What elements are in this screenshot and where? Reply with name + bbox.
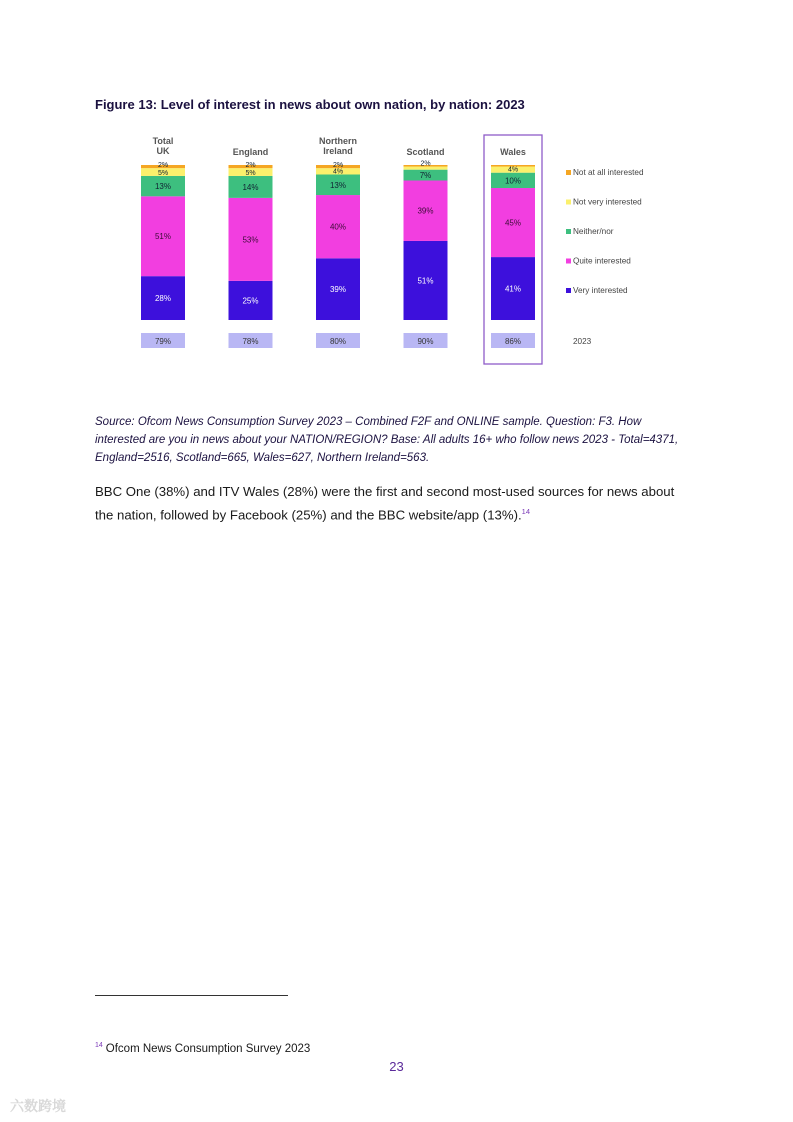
data-label-wales-not-very-interested: 4% <box>507 166 519 174</box>
data-label-total-uk-not-at-all-interested: 2% <box>157 162 169 170</box>
data-label-scotland-quite-interested: 39% <box>417 206 434 216</box>
bar-segment-wales-not-at-all-interested <box>491 165 535 167</box>
stacked-bar-chart <box>0 0 793 380</box>
data-label-northern-ireland-very-interested: 39% <box>329 285 347 295</box>
data-label-total-uk-neither-nor: 13% <box>154 182 172 192</box>
footnote-number: 14 <box>95 1042 103 1049</box>
data-label-wales-neither-nor: 10% <box>504 176 522 186</box>
total-label-total-uk: 79% <box>154 337 172 346</box>
data-label-england-quite-interested: 53% <box>242 235 259 245</box>
totals-row-label: 2023 <box>573 337 592 346</box>
data-label-england-not-very-interested: 5% <box>245 169 256 177</box>
legend-swatch-not-at-all-interested <box>566 170 571 175</box>
footnote-text: Ofcom News Consumption Survey 2023 <box>105 1042 311 1055</box>
data-label-total-uk-very-interested: 28% <box>154 294 172 304</box>
legend-swatch-very-interested <box>566 288 571 293</box>
data-label-total-uk-quite-interested: 51% <box>154 232 172 242</box>
source-note: Source: Ofcom News Consumption Survey 2023 – Combined F2F and ONLINE sample. Question: F3. How interested are you in news about your NATION/REGION? Base: All adults 16+ who follow news 2023 - Total=4371, England=2516, Scotland=665, Wales=627, Northern Ireland=563. <box>95 416 679 464</box>
data-label-northern-ireland-neither-nor: 13% <box>329 180 347 190</box>
data-label-scotland-very-interested: 51% <box>417 276 434 286</box>
legend-label-very-interested: Very interested <box>573 286 628 295</box>
data-label-wales-quite-interested: 45% <box>504 218 522 228</box>
legend-label-neither-nor: Neither/nor <box>573 227 614 236</box>
data-label-england-very-interested: 25% <box>242 296 259 306</box>
category-label-england: England <box>232 147 269 157</box>
legend-label-not-very-interested: Not very interested <box>573 197 642 207</box>
category-label-northern-ireland: Ireland <box>323 146 353 156</box>
footnote-ref[interactable]: 14 <box>521 507 530 516</box>
category-label-wales: Wales <box>500 147 526 157</box>
body-text: BBC One (38%) and ITV Wales (28%) were the first and second most-used sources for news about the nation, followed by Facebook (25%) and the BBC website/app (13%). <box>95 484 675 523</box>
category-label-total-uk: UK <box>156 146 170 156</box>
data-label-scotland-neither-nor: 7% <box>419 171 432 181</box>
data-label-scotland-not-at-all-interested: 2% <box>420 160 431 168</box>
footnote-rule <box>95 995 288 996</box>
figure-title: Figure 13: Level of interest in news about own nation, by nation: 2023 <box>95 97 525 112</box>
category-label-total-uk: Total <box>152 136 174 146</box>
footnote <box>95 1042 310 1055</box>
total-label-england: 78% <box>242 337 259 346</box>
total-label-wales: 86% <box>504 337 522 346</box>
data-label-wales-very-interested: 41% <box>504 284 522 294</box>
data-label-total-uk-not-very-interested: 5% <box>157 169 169 177</box>
page-number: 23 <box>389 1059 404 1074</box>
watermark: 六数跨境 <box>10 1098 66 1114</box>
body-paragraph <box>95 482 695 525</box>
data-label-northern-ireland-not-at-all-interested: 2% <box>332 162 344 170</box>
category-label-northern-ireland: Northern <box>319 136 357 146</box>
category-label-scotland: Scotland <box>406 147 445 157</box>
legend-swatch-neither-nor <box>566 229 571 234</box>
data-label-england-neither-nor: 14% <box>242 182 259 192</box>
legend-label-not-at-all-interested: Not at all interested <box>573 168 644 177</box>
legend-label-quite-interested: Quite interested <box>573 256 631 266</box>
total-label-northern-ireland: 80% <box>329 337 347 346</box>
legend-swatch-quite-interested <box>566 259 571 264</box>
legend-swatch-not-very-interested <box>566 200 571 205</box>
data-label-northern-ireland-not-very-interested: 4% <box>332 168 344 176</box>
data-label-northern-ireland-quite-interested: 40% <box>329 222 347 232</box>
data-label-england-not-at-all-interested: 2% <box>245 162 256 170</box>
total-label-scotland: 90% <box>417 337 434 346</box>
